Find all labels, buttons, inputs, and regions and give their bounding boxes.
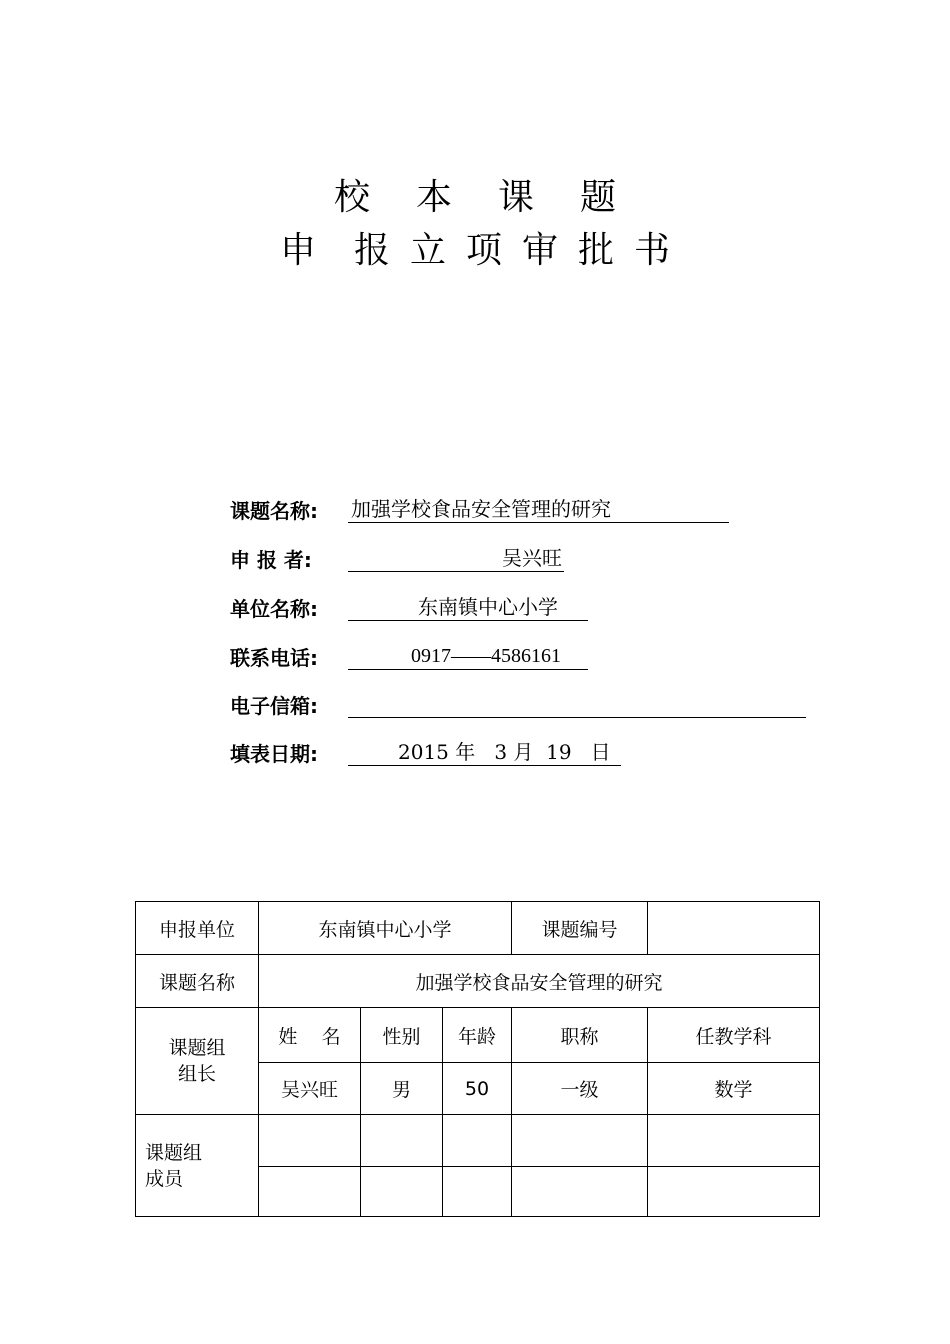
- leader-gender-cell: 男: [361, 1063, 443, 1115]
- header-gender-cell: 性别: [361, 1008, 443, 1063]
- title-char: 项: [465, 230, 502, 271]
- field-applicant: [230, 543, 562, 573]
- header-subject-cell: 任教学科: [648, 1008, 820, 1063]
- member-cell: [512, 1115, 648, 1167]
- field-unit-name: [230, 592, 558, 622]
- field-label: 申 报 者:: [230, 548, 312, 572]
- member-cell: [648, 1167, 820, 1217]
- leader-age-cell: 50: [443, 1063, 512, 1115]
- member-cell: [361, 1115, 443, 1167]
- header-name-cell: 姓 名: [259, 1008, 361, 1063]
- field-label: 填表日期:: [230, 742, 318, 766]
- unit-value-cell: 东南镇中心小学: [259, 902, 512, 955]
- field-date: [230, 737, 611, 767]
- title-line-2: [0, 229, 950, 273]
- field-topic-name: [230, 494, 611, 524]
- application-table: [135, 901, 820, 1217]
- title-char: 校: [333, 177, 370, 218]
- field-email: [230, 689, 347, 719]
- leader-label-cell: 课题组 组长: [136, 1008, 259, 1115]
- member-cell: [443, 1115, 512, 1167]
- member-cell: [361, 1167, 443, 1217]
- members-label-cell: 课题组 成员: [136, 1115, 259, 1217]
- code-value-cell: [648, 902, 820, 955]
- field-value: 0917——4586161: [348, 641, 588, 670]
- field-value: 2015 年 3 月 19 日: [348, 737, 621, 766]
- leader-title-cell: 一级: [512, 1063, 648, 1115]
- title-char: 批: [578, 230, 615, 271]
- topic-value-cell: 加强学校食品安全管理的研究: [259, 955, 820, 1008]
- title-char: 报: [353, 230, 390, 271]
- title-line-1: [0, 176, 950, 220]
- field-label: 联系电话:: [230, 646, 318, 670]
- field-label: 电子信箱:: [230, 694, 318, 718]
- title-char: 书: [634, 230, 671, 271]
- field-value: [348, 689, 806, 718]
- member-cell: [259, 1115, 361, 1167]
- field-value: 吴兴旺: [348, 543, 564, 572]
- field-label: 课题名称:: [230, 499, 318, 523]
- title-char: 立: [409, 230, 446, 271]
- member-cell: [259, 1167, 361, 1217]
- code-label-cell: 课题编号: [512, 902, 648, 955]
- title-char: 本: [415, 177, 452, 218]
- leader-name-cell: 吴兴旺: [259, 1063, 361, 1115]
- member-cell: [443, 1167, 512, 1217]
- unit-label-cell: 申报单位: [136, 902, 259, 955]
- field-value: 东南镇中心小学: [348, 592, 588, 621]
- leader-subject-cell: 数学: [648, 1063, 820, 1115]
- field-value: 加强学校食品安全管理的研究: [348, 494, 729, 523]
- title-char: 题: [580, 177, 617, 218]
- field-label: 单位名称:: [230, 597, 318, 621]
- header-age-cell: 年龄: [443, 1008, 512, 1063]
- title-char: 申: [279, 230, 316, 271]
- member-cell: [648, 1115, 820, 1167]
- title-char: 审: [522, 230, 559, 271]
- member-cell: [512, 1167, 648, 1217]
- header-title-cell: 职称: [512, 1008, 648, 1063]
- topic-label-cell: 课题名称: [136, 955, 259, 1008]
- field-phone: [230, 641, 561, 671]
- title-char: 课: [498, 177, 535, 218]
